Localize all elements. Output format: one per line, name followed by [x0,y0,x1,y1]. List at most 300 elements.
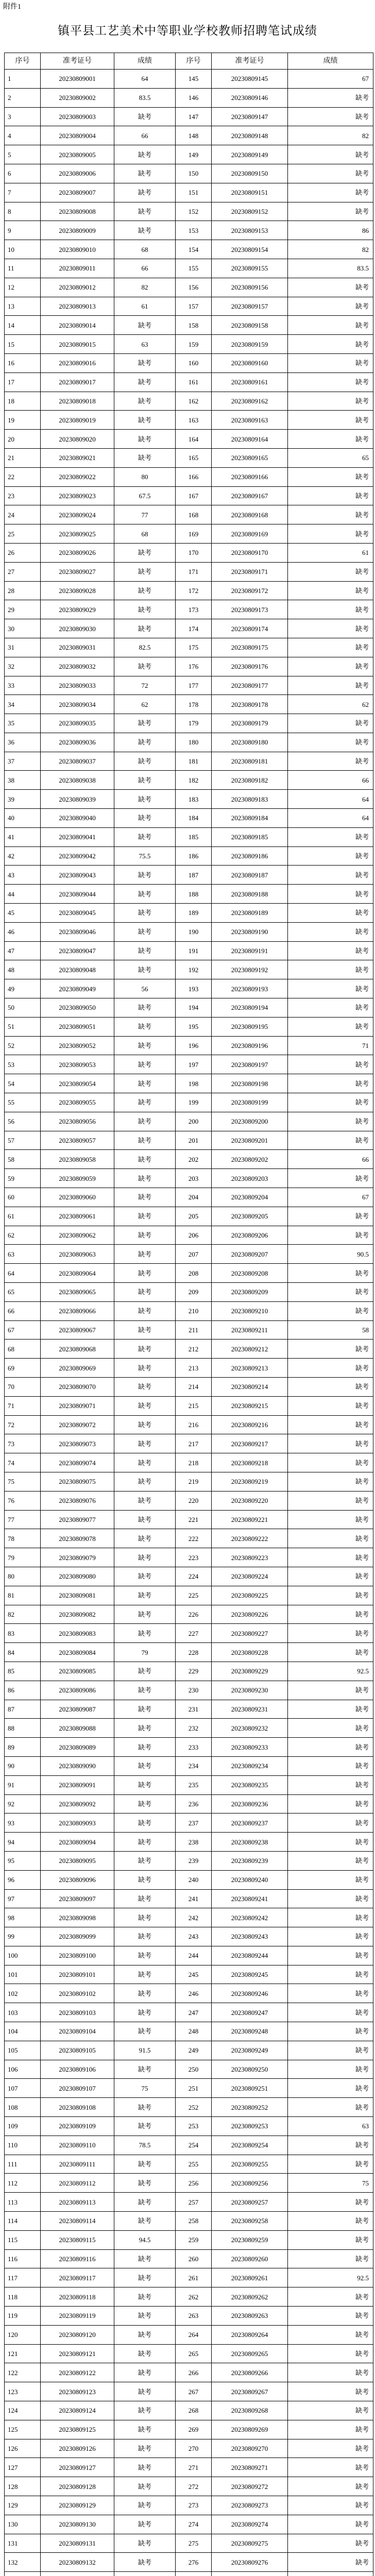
table-row [5,2212,373,2231]
cell-exam-no-left: 20230809081 [41,1586,114,1605]
cell-exam-no-left: 20230809112 [41,2174,114,2193]
cell-seq-right: 196 [176,1036,212,1055]
table-row [5,2230,373,2249]
cell-seq-left: 101 [5,1965,41,1984]
table-row [5,752,373,771]
cell-exam-no-left: 20230809038 [41,771,114,790]
cell-score-right: 缺考 [288,297,373,316]
cell-exam-no-right: 20230809181 [212,752,288,771]
table-row [5,2307,373,2326]
cell-score-left: 75.5 [114,846,176,866]
cell-exam-no-right: 20230809245 [212,1965,288,1984]
cell-seq-left: 73 [5,1434,41,1453]
cell-score-left: 缺考 [114,619,176,638]
cell-seq-right: 220 [176,1491,212,1510]
cell-seq-left: 58 [5,1150,41,1169]
cell-score-right: 71 [288,1036,373,1055]
cell-score-right: 缺考 [288,411,373,430]
table-row [5,827,373,846]
header-exam-no-right: 准考证号 [212,53,288,70]
cell-score-left: 缺考 [114,922,176,941]
cell-score-left: 缺考 [114,107,176,126]
cell-exam-no-right: 20230809251 [212,2079,288,2098]
cell-exam-no-right: 20230809220 [212,1491,288,1510]
cell-exam-no-right: 20230809215 [212,1396,288,1415]
cell-score-left: 缺考 [114,1700,176,1719]
cell-exam-no-right: 20230809185 [212,827,288,846]
cell-score-right: 缺考 [288,1984,373,2003]
cell-seq-left: 72 [5,1415,41,1434]
cell-seq-left: 68 [5,1340,41,1359]
cell-seq-left: 23 [5,486,41,505]
cell-exam-no-right: 20230809222 [212,1529,288,1548]
cell-exam-no-left: 20230809076 [41,1491,114,1510]
table-row [5,2439,373,2458]
cell-score-right: 缺考 [288,2060,373,2079]
cell-exam-no-left: 20230809132 [41,2553,114,2572]
cell-seq-left: 64 [5,1264,41,1283]
cell-seq-left: 7 [5,183,41,202]
table-row [5,1396,373,1415]
cell-exam-no-left: 20230809114 [41,2212,114,2231]
cell-score-right: 缺考 [288,2307,373,2326]
cell-seq-right: 237 [176,1814,212,1833]
table-row [5,1207,373,1226]
cell-score-right: 缺考 [288,2098,373,2117]
cell-score-right: 缺考 [288,1472,373,1491]
cell-seq-left [5,2572,41,2576]
cell-seq-right: 222 [176,1529,212,1548]
table-row [5,448,373,467]
cell-seq-left: 121 [5,2344,41,2363]
cell-seq-right: 209 [176,1283,212,1302]
cell-score-right: 缺考 [288,2155,373,2174]
cell-seq-right: 213 [176,1359,212,1378]
cell-seq-left: 78 [5,1529,41,1548]
cell-seq-left: 93 [5,1814,41,1833]
cell-score-left: 75 [114,2079,176,2098]
table-row [5,145,373,164]
cell-score-left: 94.5 [114,2230,176,2249]
cell-score-left: 缺考 [114,1775,176,1794]
cell-score-right: 缺考 [288,979,373,998]
cell-exam-no-right: 20230809177 [212,676,288,695]
cell-exam-no-right: 20230809260 [212,2249,288,2268]
cell-exam-no-left: 20230809078 [41,1529,114,1548]
cell-exam-no-right: 20230809169 [212,524,288,544]
cell-score-left: 缺考 [114,2420,176,2439]
table-row [5,1984,373,2003]
cell-seq-right: 256 [176,2174,212,2193]
cell-score-left: 缺考 [114,1320,176,1340]
cell-exam-no-right: 20230809232 [212,1719,288,1738]
cell-seq-left: 70 [5,1377,41,1396]
cell-score-right: 缺考 [288,1093,373,1112]
table-row [5,2136,373,2155]
cell-seq-right: 200 [176,1112,212,1131]
cell-seq-left: 38 [5,771,41,790]
table-row [5,885,373,904]
cell-score-right: 缺考 [288,2249,373,2268]
cell-exam-no-right: 20230809168 [212,505,288,524]
cell-score-left: 缺考 [114,657,176,676]
cell-seq-right: 171 [176,562,212,581]
table-row [5,126,373,145]
cell-seq-left: 106 [5,2060,41,2079]
cell-exam-no-left: 20230809067 [41,1320,114,1340]
cell-seq-left: 15 [5,335,41,354]
cell-exam-no-left: 20230809050 [41,998,114,1018]
cell-exam-no-left: 20230809069 [41,1359,114,1378]
cell-exam-no-left: 20230809116 [41,2249,114,2268]
cell-seq-right: 154 [176,240,212,259]
cell-seq-left: 45 [5,904,41,923]
cell-exam-no-right: 20230809267 [212,2382,288,2401]
cell-exam-no-right: 20230809231 [212,1700,288,1719]
table-row [5,619,373,638]
cell-exam-no-right: 20230809225 [212,1586,288,1605]
cell-seq-right: 161 [176,372,212,392]
cell-score-right: 缺考 [288,145,373,164]
cell-score-right: 缺考 [288,1359,373,1378]
cell-exam-no-right: 20230809159 [212,335,288,354]
cell-score-right: 缺考 [288,2382,373,2401]
cell-exam-no-left: 20230809061 [41,1207,114,1226]
cell-seq-left: 86 [5,1681,41,1700]
cell-score-right: 缺考 [288,1112,373,1131]
cell-exam-no-right: 20230809233 [212,1738,288,1757]
cell-exam-no-right: 20230809153 [212,221,288,240]
cell-score-left: 缺考 [114,1377,176,1396]
cell-score-right: 缺考 [288,1396,373,1415]
cell-score-left: 缺考 [114,2249,176,2268]
cell-score-right: 缺考 [288,164,373,183]
cell-seq-right: 262 [176,2287,212,2307]
cell-score-left: 缺考 [114,1264,176,1283]
table-row [5,2572,373,2576]
cell-seq-left: 122 [5,2363,41,2382]
cell-exam-no-left: 20230809120 [41,2325,114,2344]
cell-seq-left: 24 [5,505,41,524]
cell-score-left: 缺考 [114,2553,176,2572]
cell-exam-no-left: 20230809035 [41,714,114,733]
cell-score-right: 缺考 [288,1453,373,1472]
cell-score-right: 缺考 [288,1908,373,1927]
cell-score-right: 缺考 [288,1946,373,1965]
cell-seq-right: 229 [176,1662,212,1681]
cell-exam-no-left: 20230809071 [41,1396,114,1415]
table-row [5,164,373,183]
table-row [5,1453,373,1472]
cell-exam-no-left: 20230809091 [41,1775,114,1794]
cell-score-left: 缺考 [114,600,176,619]
cell-seq-left: 33 [5,676,41,695]
cell-seq-left: 8 [5,202,41,221]
cell-exam-no-right: 20230809268 [212,2401,288,2420]
cell-seq-left: 11 [5,259,41,278]
cell-exam-no-left: 20230809087 [41,1700,114,1719]
table-row [5,411,373,430]
table-row [5,202,373,221]
cell-seq-right: 225 [176,1586,212,1605]
table-row [5,70,373,89]
table-row [5,2420,373,2439]
cell-seq-left: 27 [5,562,41,581]
cell-score-left: 缺考 [114,866,176,885]
table-row [5,846,373,866]
cell-seq-left: 124 [5,2401,41,2420]
table-row [5,1662,373,1681]
cell-exam-no-right: 20230809155 [212,259,288,278]
cell-score-left: 缺考 [114,1529,176,1548]
cell-exam-no-left: 20230809097 [41,1889,114,1908]
table-row [5,2117,373,2136]
cell-seq-left: 116 [5,2249,41,2268]
cell-exam-no-left: 20230809004 [41,126,114,145]
cell-exam-no-right: 20230809202 [212,1150,288,1169]
cell-exam-no-right: 20230809160 [212,353,288,372]
table-row [5,1036,373,1055]
table-row [5,2098,373,2117]
cell-seq-left: 30 [5,619,41,638]
cell-seq-right: 170 [176,543,212,562]
cell-score-right: 缺考 [288,922,373,941]
cell-score-left: 缺考 [114,960,176,979]
cell-exam-no-left: 20230809082 [41,1605,114,1624]
cell-seq-left: 82 [5,1605,41,1624]
table-row [5,733,373,752]
cell-seq-right: 240 [176,1870,212,1889]
cell-score-left: 缺考 [114,183,176,202]
cell-seq-right: 212 [176,1340,212,1359]
cell-seq-right: 207 [176,1245,212,1264]
cell-seq-right: 264 [176,2325,212,2344]
cell-score-right: 66 [288,1150,373,1169]
cell-exam-no-left: 20230809026 [41,543,114,562]
cell-score-left: 缺考 [114,904,176,923]
cell-exam-no-left: 20230809083 [41,1624,114,1643]
cell-seq-right: 199 [176,1093,212,1112]
cell-seq-right: 254 [176,2136,212,2155]
cell-seq-right: 216 [176,1415,212,1434]
cell-score-right: 缺考 [288,1055,373,1074]
cell-seq-right: 255 [176,2155,212,2174]
cell-exam-no-right: 20230809269 [212,2420,288,2439]
cell-seq-left: 42 [5,846,41,866]
cell-seq-right: 263 [176,2307,212,2326]
cell-exam-no-left: 20230809014 [41,316,114,335]
cell-score-left: 82.5 [114,638,176,657]
cell-seq-left: 114 [5,2212,41,2231]
cell-seq-right: 206 [176,1226,212,1245]
cell-score-left: 66 [114,259,176,278]
cell-exam-no-left: 20230809019 [41,411,114,430]
cell-score-left: 缺考 [114,827,176,846]
cell-seq-left: 98 [5,1908,41,1927]
cell-seq-right: 169 [176,524,212,544]
cell-score-left: 缺考 [114,2003,176,2022]
cell-score-left: 缺考 [114,2212,176,2231]
cell-seq-right: 148 [176,126,212,145]
cell-seq-right: 180 [176,733,212,752]
cell-seq-right: 236 [176,1794,212,1814]
cell-score-right: 缺考 [288,2022,373,2041]
table-row [5,866,373,885]
cell-exam-no-right: 20230809190 [212,922,288,941]
cell-exam-no-right: 20230809230 [212,1681,288,1700]
cell-score-left: 缺考 [114,1283,176,1302]
cell-score-right: 缺考 [288,467,373,486]
table-row [5,1529,373,1548]
cell-exam-no-left: 20230809066 [41,1301,114,1320]
cell-exam-no-left: 20230809052 [41,1036,114,1055]
table-row [5,2003,373,2022]
cell-seq-left: 83 [5,1624,41,1643]
table-row [5,259,373,278]
cell-score-right [288,2572,373,2576]
cell-seq-right: 195 [176,1017,212,1036]
cell-exam-no-left: 20230809101 [41,1965,114,1984]
cell-score-right: 缺考 [288,904,373,923]
table-row [5,1131,373,1150]
cell-exam-no-right: 20230809184 [212,809,288,828]
cell-exam-no-right: 20230809234 [212,1756,288,1775]
cell-exam-no-right: 20230809151 [212,183,288,202]
cell-seq-right: 232 [176,1719,212,1738]
cell-score-right: 缺考 [288,1851,373,1870]
cell-score-left: 缺考 [114,2477,176,2496]
cell-exam-no-right: 20230809221 [212,1510,288,1529]
cell-seq-left: 97 [5,1889,41,1908]
table-row [5,1889,373,1908]
cell-exam-no-left: 20230809028 [41,581,114,600]
cell-score-right: 缺考 [288,1870,373,1889]
cell-score-right: 缺考 [288,2420,373,2439]
cell-seq-right: 215 [176,1396,212,1415]
cell-seq-left: 126 [5,2439,41,2458]
cell-score-left: 78.5 [114,2136,176,2155]
cell-exam-no-right [212,2572,288,2576]
cell-score-right: 缺考 [288,2515,373,2534]
cell-exam-no-left: 20230809122 [41,2363,114,2382]
table-row [5,2458,373,2477]
cell-score-left: 缺考 [114,2307,176,2326]
cell-score-right: 缺考 [288,1700,373,1719]
cell-score-left: 63 [114,335,176,354]
cell-score-right: 缺考 [288,827,373,846]
table-row [5,1700,373,1719]
cell-exam-no-left: 20230809060 [41,1188,114,1207]
cell-score-left: 缺考 [114,1510,176,1529]
cell-seq-left: 18 [5,392,41,411]
cell-score-right: 缺考 [288,2003,373,2022]
cell-seq-right: 272 [176,2477,212,2496]
cell-seq-left: 52 [5,1036,41,1055]
cell-seq-right: 258 [176,2212,212,2231]
cell-exam-no-left: 20230809064 [41,1264,114,1283]
cell-seq-right: 241 [176,1889,212,1908]
cell-score-left: 缺考 [114,353,176,372]
cell-seq-left: 34 [5,695,41,714]
cell-score-left: 缺考 [114,1340,176,1359]
cell-exam-no-right: 20230809242 [212,1908,288,1927]
cell-exam-no-left: 20230809023 [41,486,114,505]
cell-score-right: 缺考 [288,2363,373,2382]
cell-score-left: 91.5 [114,2041,176,2060]
table-row [5,2553,373,2572]
cell-exam-no-right: 20230809164 [212,430,288,449]
cell-seq-left: 92 [5,1794,41,1814]
cell-score-left: 61 [114,297,176,316]
cell-exam-no-left: 20230809002 [41,88,114,107]
cell-seq-right: 218 [176,1453,212,1472]
cell-score-right: 缺考 [288,2287,373,2307]
table-row [5,790,373,809]
table-row [5,1775,373,1794]
cell-exam-no-left: 20230809090 [41,1756,114,1775]
cell-exam-no-right: 20230809248 [212,2022,288,2041]
cell-seq-right: 173 [176,600,212,619]
cell-score-right: 缺考 [288,2193,373,2212]
cell-seq-right: 174 [176,619,212,638]
cell-seq-left: 20 [5,430,41,449]
cell-seq-left: 84 [5,1643,41,1662]
cell-seq-left: 50 [5,998,41,1018]
cell-seq-left: 87 [5,1700,41,1719]
table-row [5,1264,373,1283]
cell-exam-no-right: 20230809204 [212,1188,288,1207]
cell-score-right: 缺考 [288,1775,373,1794]
cell-score-left: 缺考 [114,1889,176,1908]
table-row [5,1415,373,1434]
cell-seq-right: 246 [176,1984,212,2003]
cell-exam-no-left: 20230809095 [41,1851,114,1870]
cell-exam-no-right: 20230809154 [212,240,288,259]
cell-exam-no-left: 20230809105 [41,2041,114,2060]
cell-seq-left: 41 [5,827,41,846]
cell-exam-no-right: 20230809197 [212,1055,288,1074]
cell-exam-no-left: 20230809020 [41,430,114,449]
cell-score-left: 缺考 [114,316,176,335]
header-seq-left: 序号 [5,53,41,70]
cell-exam-no-left: 20230809008 [41,202,114,221]
cell-seq-right: 253 [176,2117,212,2136]
cell-exam-no-right: 20230809246 [212,1984,288,2003]
cell-seq-right: 163 [176,411,212,430]
cell-score-left: 缺考 [114,1491,176,1510]
cell-score-left: 缺考 [114,2363,176,2382]
cell-seq-left: 75 [5,1472,41,1491]
cell-seq-right: 146 [176,88,212,107]
cell-exam-no-left: 20230809118 [41,2287,114,2307]
cell-exam-no-left: 20230809047 [41,941,114,960]
header-score-right: 成绩 [288,53,373,70]
cell-exam-no-left: 20230809036 [41,733,114,752]
cell-seq-right: 172 [176,581,212,600]
cell-exam-no-right: 20230809275 [212,2534,288,2553]
cell-seq-left: 94 [5,1833,41,1852]
cell-seq-right: 153 [176,221,212,240]
cell-exam-no-left: 20230809005 [41,145,114,164]
cell-score-left: 缺考 [114,733,176,752]
cell-seq-left: 107 [5,2079,41,2098]
cell-score-left: 缺考 [114,145,176,164]
cell-seq-left: 66 [5,1301,41,1320]
cell-score-left: 缺考 [114,1814,176,1833]
cell-exam-no-left: 20230809129 [41,2496,114,2515]
cell-score-left: 72 [114,676,176,695]
cell-score-right: 83.5 [288,259,373,278]
